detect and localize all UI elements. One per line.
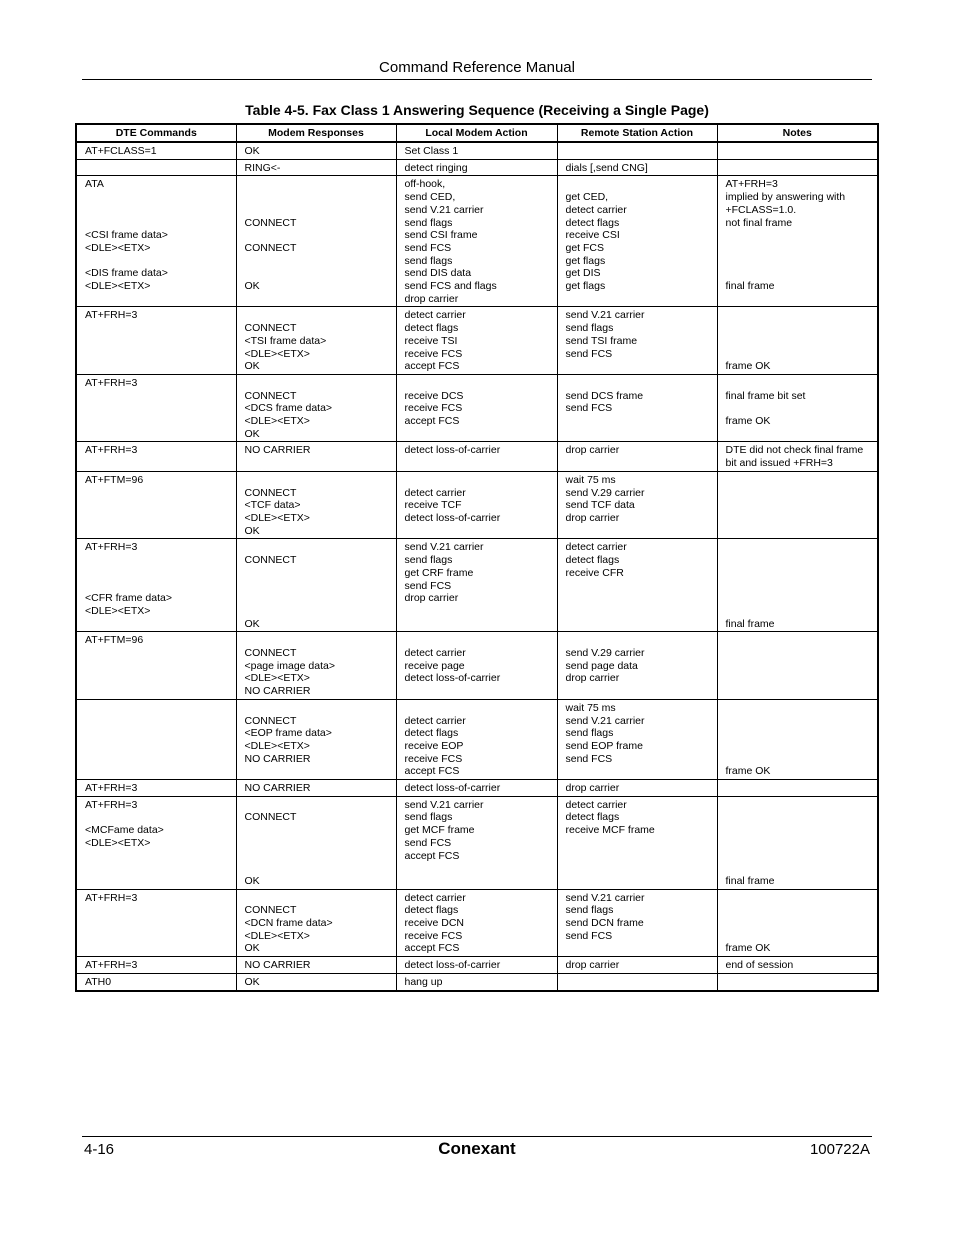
table-cell: CONNECT <page image data> <DLE><ETX> NO CARRIER: [236, 632, 396, 700]
table-cell: get CED, detect carrier detect flags receive CSI get FCS get flags get DIS get flags: [557, 176, 717, 307]
table-cell: AT+FRH=3: [76, 889, 236, 957]
table-row: [76, 957, 878, 974]
table-cell: [717, 780, 878, 797]
table-row: [76, 307, 878, 375]
table-cell: frame OK: [717, 699, 878, 779]
table-cell: AT+FRH=3 <MCFame data> <DLE><ETX>: [76, 796, 236, 889]
table-cell: Set Class 1: [396, 142, 557, 159]
table-row: [76, 374, 878, 442]
table-cell: [717, 159, 878, 176]
table-cell: AT+FRH=3: [76, 780, 236, 797]
table-cell: send V.29 carrier send page data drop carrier: [557, 632, 717, 700]
table-cell: CONNECT <DCS frame data> <DLE><ETX> OK: [236, 374, 396, 442]
table-cell: off-hook, send CED, send V.21 carrier send flags send CSI frame send FCS send flags send DIS data send FCS and flags drop carrier: [396, 176, 557, 307]
table-cell: AT+FTM=96: [76, 471, 236, 539]
table-row: [76, 142, 878, 159]
table-row: [76, 699, 878, 779]
table-cell: AT+FRH=3: [76, 307, 236, 375]
table-row: [76, 780, 878, 797]
table-row: [76, 176, 878, 307]
column-header: Modem Responses: [236, 124, 396, 142]
table-cell: ATH0: [76, 973, 236, 990]
table-cell: AT+FRH=3 <CFR frame data> <DLE><ETX>: [76, 539, 236, 632]
table-cell: CONNECT CONNECT OK: [236, 176, 396, 307]
table-cell: detect carrier detect flags receive TSI receive FCS accept FCS: [396, 307, 557, 375]
table-cell: NO CARRIER: [236, 442, 396, 471]
table-cell: detect loss-of-carrier: [396, 442, 557, 471]
table-cell: [76, 699, 236, 779]
table-cell: AT+FCLASS=1: [76, 142, 236, 159]
table-cell: OK: [236, 142, 396, 159]
table-cell: detect loss-of-carrier: [396, 780, 557, 797]
table-cell: CONNECT <EOP frame data> <DLE><ETX> NO CARRIER: [236, 699, 396, 779]
table-cell: final frame bit set frame OK: [717, 374, 878, 442]
table-cell: [717, 632, 878, 700]
table-cell: frame OK: [717, 889, 878, 957]
table-body: [76, 142, 878, 991]
table-cell: wait 75 ms send V.21 carrier send flags send EOP frame send FCS: [557, 699, 717, 779]
table-cell: [717, 471, 878, 539]
table-cell: hang up: [396, 973, 557, 990]
table-cell: RING<-: [236, 159, 396, 176]
table-cell: receive DCS receive FCS accept FCS: [396, 374, 557, 442]
table-cell: OK: [236, 973, 396, 990]
table-row: [76, 973, 878, 990]
table-cell: CONNECT OK: [236, 539, 396, 632]
table-cell: end of session: [717, 957, 878, 974]
column-header: DTE Commands: [76, 124, 236, 142]
table-cell: send V.21 carrier send flags send DCN frame send FCS: [557, 889, 717, 957]
table-row: [76, 796, 878, 889]
table-cell: frame OK: [717, 307, 878, 375]
table-row: [76, 632, 878, 700]
footer-rule: [82, 1136, 872, 1137]
table-cell: CONNECT <DCN frame data> <DLE><ETX> OK: [236, 889, 396, 957]
table-cell: CONNECT <TSI frame data> <DLE><ETX> OK: [236, 307, 396, 375]
table-cell: drop carrier: [557, 442, 717, 471]
table-cell: NO CARRIER: [236, 780, 396, 797]
table-cell: [557, 142, 717, 159]
table-cell: dials [,send CNG]: [557, 159, 717, 176]
table-cell: CONNECT OK: [236, 796, 396, 889]
column-header: Local Modem Action: [396, 124, 557, 142]
table-cell: send V.21 carrier send flags send TSI frame send FCS: [557, 307, 717, 375]
table-row: [76, 539, 878, 632]
table-cell: ATA <CSI frame data> <DLE><ETX> <DIS frame data> <DLE><ETX>: [76, 176, 236, 307]
table-cell: drop carrier: [557, 780, 717, 797]
fax-sequence-table: [75, 123, 879, 992]
table-cell: final frame: [717, 539, 878, 632]
table-cell: final frame: [717, 796, 878, 889]
table-row: [76, 159, 878, 176]
table-cell: detect loss-of-carrier: [396, 957, 557, 974]
table-cell: wait 75 ms send V.29 carrier send TCF data drop carrier: [557, 471, 717, 539]
table-cell: [76, 159, 236, 176]
table-cell: [557, 973, 717, 990]
table-cell: AT+FRH=3: [76, 957, 236, 974]
column-header: Notes: [717, 124, 878, 142]
table-cell: detect carrier detect flags receive DCN receive FCS accept FCS: [396, 889, 557, 957]
page-number: 4-16: [84, 1141, 115, 1158]
table-title: Table 4-5. Fax Class 1 Answering Sequence (Receiving a Single Page): [245, 102, 709, 118]
table-cell: AT+FRH=3: [76, 442, 236, 471]
table-cell: detect carrier detect flags receive EOP receive FCS accept FCS: [396, 699, 557, 779]
table-cell: detect carrier receive TCF detect loss-of-carrier: [396, 471, 557, 539]
table-cell: NO CARRIER: [236, 957, 396, 974]
table-cell: [717, 142, 878, 159]
page-header-title: Command Reference Manual: [379, 59, 575, 76]
column-header: Remote Station Action: [557, 124, 717, 142]
table-cell: AT+FRH=3: [76, 374, 236, 442]
table-cell: DTE did not check final frame bit and issued +FRH=3: [717, 442, 878, 471]
table-cell: [717, 973, 878, 990]
table-row: [76, 471, 878, 539]
table-header-row: [76, 124, 878, 142]
table-cell: AT+FTM=96: [76, 632, 236, 700]
table-cell: detect carrier detect flags receive CFR: [557, 539, 717, 632]
table-cell: send V.21 carrier send flags get MCF frame send FCS accept FCS: [396, 796, 557, 889]
table-cell: send DCS frame send FCS: [557, 374, 717, 442]
table-row: [76, 889, 878, 957]
table-cell: detect ringing: [396, 159, 557, 176]
table-cell: AT+FRH=3 implied by answering with +FCLASS=1.0. not final frame final frame: [717, 176, 878, 307]
table-cell: CONNECT <TCF data> <DLE><ETX> OK: [236, 471, 396, 539]
table-cell: send V.21 carrier send flags get CRF frame send FCS drop carrier: [396, 539, 557, 632]
table-cell: drop carrier: [557, 957, 717, 974]
table-cell: detect carrier receive page detect loss-of-carrier: [396, 632, 557, 700]
document-number: 100722A: [809, 1141, 870, 1158]
header-rule: [82, 79, 872, 80]
table-row: [76, 442, 878, 471]
table-cell: detect carrier detect flags receive MCF frame: [557, 796, 717, 889]
brand-name: Conexant: [438, 1139, 516, 1158]
